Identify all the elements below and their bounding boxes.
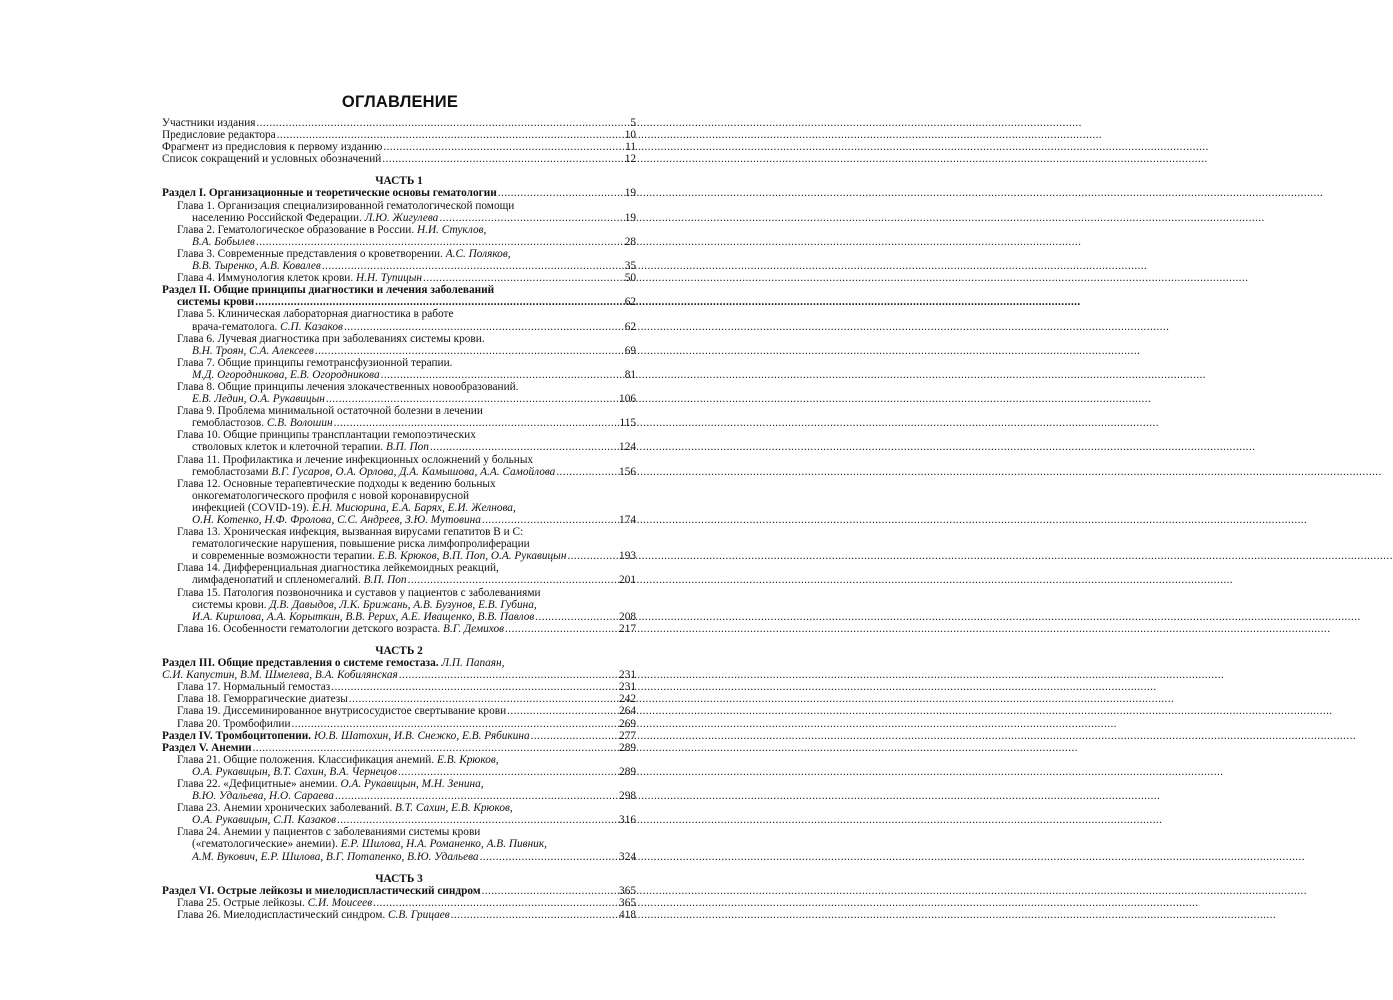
toc-section-1[interactable]: [162, 187, 636, 199]
chapter-authors: А.С. Поляков,: [445, 247, 511, 260]
chapter-authors-continued: В.А. Бобылев: [192, 235, 255, 248]
leader-dots: [408, 574, 618, 586]
chapter-authors: Л.Ю. Жигулева: [364, 211, 439, 224]
toc-chapter-11[interactable]: [162, 454, 636, 478]
leader-dots: [292, 718, 619, 730]
toc-chapter-4[interactable]: [162, 272, 636, 284]
chapter-title: Глава 17. Нормальный гемостаз: [177, 681, 331, 694]
toc-chapter-25[interactable]: [162, 897, 636, 909]
toc-chapter-21[interactable]: [162, 754, 636, 778]
section-title: Раздел V. Анемии: [162, 741, 252, 754]
toc-chapter-22[interactable]: [162, 778, 636, 802]
chapter-authors-continued: О.А. Рукавицын, С.П. Казаков: [192, 814, 336, 827]
chapter-authors: Е.В. Крюков,: [436, 753, 499, 766]
page-number: 242: [619, 693, 636, 706]
page-number: 81: [624, 368, 636, 381]
chapter-authors-continued: И.А. Кирилова, А.А. Корыткин, В.В. Рерих, А.Е. Иващенко, В.В. Павлов: [192, 610, 535, 623]
leader-dots: [331, 681, 618, 693]
toc-chapter-19[interactable]: [162, 705, 636, 717]
toc-chapter-3[interactable]: [162, 248, 636, 272]
chapter-title-continued: врача-гематолога.: [192, 320, 281, 333]
chapter-title: Глава 9. Проблема минимальной остаточной болезни в лечении: [177, 405, 483, 418]
toc-section-2[interactable]: [162, 284, 636, 308]
page-number: 316: [619, 814, 636, 827]
page-number: 69: [624, 344, 636, 357]
page-number: 324: [619, 850, 636, 863]
toc-chapter-24[interactable]: [162, 826, 636, 862]
page-number: 174: [619, 514, 636, 526]
page-number: 365: [619, 884, 636, 897]
chapter-title-continued: гемобластозами: [192, 465, 272, 478]
table-of-contents-page: [162, 92, 636, 921]
leader-dots: [480, 851, 618, 863]
chapter-title: Глава 8. Общие принципы лечения злокачественных новообразований.: [177, 380, 519, 393]
page-number: 289: [619, 765, 636, 778]
part-heading-1: ЧАСТЬ 1: [375, 175, 423, 188]
toc-chapter-13[interactable]: [162, 526, 636, 562]
chapter-title: Глава 12. Основные терапевтические подходы к ведению больных: [177, 477, 496, 490]
chapter-authors-continued: О.А. Рукавицын, В.Т. Сахин, В.А. Чернецов: [192, 765, 397, 778]
leader-dots: [439, 212, 623, 224]
chapter-title: Глава 23. Анемии хронических заболеваний.: [177, 802, 395, 815]
section-authors: Ю.В. Шатохин, И.В. Снежко, Е.В. Рябикина: [313, 729, 530, 742]
page-number: 298: [619, 790, 636, 803]
page-number: 124: [619, 441, 636, 454]
page-number: 231: [619, 681, 636, 694]
leader-dots: [383, 141, 624, 153]
page-number: 269: [619, 717, 636, 730]
leader-dots: [382, 153, 623, 165]
leader-dots: [567, 550, 618, 562]
toc-chapter-9[interactable]: [162, 405, 636, 429]
chapter-title: Глава 11. Профилактика и лечение инфекционных осложнений у больных: [177, 453, 534, 466]
leader-dots: [430, 441, 618, 453]
page-number: 365: [619, 896, 636, 909]
page-number: 10: [624, 129, 636, 142]
leader-dots: [315, 345, 624, 357]
page-number: 28: [624, 235, 636, 248]
section-title: Раздел I. Организационные и теоретические основы гематологии: [162, 187, 497, 200]
leader-dots: [256, 236, 624, 248]
chapter-authors: С.В. Волошин: [266, 417, 333, 430]
leader-dots: [253, 742, 619, 754]
chapter-title: Глава 21. Общие положения. Классификация анемий.: [177, 753, 437, 766]
part-heading-3: ЧАСТЬ 3: [375, 872, 423, 885]
leader-dots: [277, 129, 624, 141]
toc-chapter-6[interactable]: [162, 333, 636, 357]
leader-dots: [334, 417, 619, 429]
chapter-authors: В.Т. Сахин, Е.В. Крюков,: [394, 802, 513, 815]
toc-chapter-14[interactable]: [162, 562, 636, 586]
toc-chapter-20[interactable]: [162, 718, 636, 730]
chapter-title-continued: гемобластозов.: [192, 417, 267, 430]
leader-dots: [326, 393, 618, 405]
chapter-title-continued: онкогематологического профиля с новой коронавирусной: [192, 489, 470, 502]
leader-dots: [531, 730, 618, 742]
leader-dots: [256, 117, 629, 129]
toc-chapter-7[interactable]: [162, 357, 636, 381]
leader-dots: [507, 705, 618, 717]
page-number: 5: [630, 117, 636, 129]
page-number: 277: [619, 729, 636, 742]
page-number: 208: [619, 610, 636, 623]
chapter-title-continued: («гематологические» анемии).: [192, 838, 341, 851]
chapter-title: Глава 19. Диссеминированное внутрисосудистое свертывание крови: [177, 705, 507, 718]
chapter-title: Глава 6. Лучевая диагностика при заболеваниях системы крови.: [177, 332, 485, 345]
toc-chapter-15[interactable]: [162, 587, 636, 623]
chapter-authors: Н.Н. Тупицын: [356, 272, 423, 285]
chapter-authors: О.А. Рукавицын, М.Н. Зенина,: [340, 777, 484, 790]
chapter-title: Глава 3. Современные представления о кроветворении.: [177, 247, 446, 260]
page-number: 217: [619, 622, 636, 635]
leader-dots: [535, 611, 618, 623]
chapter-title: Глава 14. Дифференциальная диагностика лейкемоидных реакций,: [177, 562, 499, 575]
chapter-authors: В.П. Поп: [363, 574, 407, 587]
page-number: 11: [625, 141, 636, 154]
leader-dots: [398, 766, 618, 778]
leader-dots: [322, 260, 624, 272]
chapter-title: Глава 7. Общие принципы гемотрансфузионной терапии.: [177, 356, 453, 369]
chapter-authors: В.Г. Гусаров, О.А. Орлова, Д.А. Камышова, А.А. Самойлова: [271, 465, 556, 478]
page-number: 418: [619, 908, 636, 921]
chapter-title: Глава 26. Миелодиспластический синдром.: [177, 908, 388, 921]
leader-dots: [255, 296, 623, 308]
toc-chapter-26[interactable]: [162, 909, 636, 921]
chapter-authors: Д.В. Давыдов, Л.К. Брижань, А.В. Бузунов, Е.В. Губина,: [269, 598, 537, 611]
toc-chapter-16[interactable]: [162, 623, 636, 635]
chapter-title-continued: гематологические нарушения, повышение риска лимфопролиферации: [192, 538, 530, 551]
page-number: 62: [624, 320, 636, 333]
chapter-title-continued: системы крови.: [192, 598, 270, 611]
chapter-authors-continued: О.Н. Котенко, Н.Ф. Фролова, С.С. Андреев, З.Ю. Мутовина: [192, 514, 481, 526]
leader-dots: [505, 623, 618, 635]
chapter-title-continued: населению Российской Федерации.: [192, 211, 365, 224]
chapter-title-continued: инфекцией (COVID-19).: [192, 501, 312, 514]
part-heading-2: ЧАСТЬ 2: [375, 644, 423, 657]
chapter-title: Глава 2. Гематологическое образование в России.: [177, 223, 418, 236]
page-number: 12: [624, 153, 636, 166]
section-title: Раздел II. Общие принципы диагностики и лечения заболеваний: [162, 284, 495, 297]
leader-dots: [556, 466, 618, 478]
toc-entry-label: Предисловие редактора: [162, 129, 276, 142]
page-number: 62: [624, 296, 636, 309]
toc-entry-label: Фрагмент из предисловия к первому изданию: [162, 141, 383, 154]
chapter-title: Глава 1. Организация специализированной гематологической помощи: [177, 199, 515, 212]
chapter-authors: С.В. Грицаев: [388, 908, 450, 921]
chapter-authors: В.Г. Демихов: [443, 622, 505, 635]
leader-dots: [335, 790, 618, 802]
toc-entry-first-edition-preface[interactable]: [162, 141, 636, 153]
page-number: 50: [624, 272, 636, 285]
toc-section-5[interactable]: [162, 742, 636, 754]
section-authors-continued: С.И. Капустин, В.М. Шмелева, В.А. Кобилянская: [162, 669, 398, 682]
chapter-title: Глава 10. Общие принципы трансплантации гемопоэтических: [177, 429, 476, 442]
page-number: 19: [624, 211, 636, 224]
chapter-authors: Е.В. Ледин, О.А. Рукавицын: [192, 393, 325, 406]
chapter-title: Глава 5. Клиническая лабораторная диагностика в работе: [177, 308, 454, 321]
page-number: 201: [619, 574, 636, 587]
leader-dots: [373, 897, 618, 909]
page-number: 156: [619, 465, 636, 478]
chapter-authors: Е.Н. Мисюрина, Е.А. Барях, Е.И. Желнова,: [311, 501, 516, 514]
chapter-title: Глава 16. Особенности гематологии детского возраста.: [177, 622, 444, 635]
page-number: 35: [624, 260, 636, 273]
leader-dots: [381, 369, 624, 381]
chapter-authors: Е.В. Крюков, В.П. Поп, О.А. Рукавицын: [377, 550, 567, 563]
chapter-title-continued: и современные возможности терапии.: [192, 550, 378, 563]
toc-entry-label: Участники издания: [162, 117, 256, 129]
chapter-title: Глава 13. Хроническая инфекция, вызванная вирусами гепатитов B и C:: [177, 526, 524, 539]
leader-dots: [337, 814, 618, 826]
chapter-title: Глава 25. Острые лейкозы.: [177, 896, 308, 909]
leader-dots: [498, 187, 624, 199]
section-title-continued: системы крови: [177, 296, 255, 309]
leader-dots: [451, 909, 618, 921]
chapter-title: Глава 20. Тромбофилии: [177, 717, 291, 730]
section-title: Раздел VI. Острые лейкозы и миелодиспластический синдром: [162, 884, 481, 897]
page-number: 231: [619, 669, 636, 682]
toc-chapter-23[interactable]: [162, 802, 636, 826]
toc-chapter-1[interactable]: [162, 200, 636, 224]
chapter-authors: С.И. Моисеев: [307, 896, 373, 909]
chapter-title-continued: лимфаденопатий и спленомегалий.: [192, 574, 364, 587]
toc-entry-contributors[interactable]: [162, 117, 636, 129]
chapter-title: Глава 22. «Дефицитные» анемии.: [177, 777, 341, 790]
page-title: ОГЛАВЛЕНИЕ: [341, 93, 459, 111]
chapter-authors: М.Д. Огородникова, Е.В. Огородникова: [192, 368, 380, 381]
chapter-authors: В.П. Поп: [385, 441, 429, 454]
section-title: Раздел III. Общие представления о системе гемостаза.: [162, 657, 442, 670]
chapter-title: Глава 4. Иммунология клеток крови.: [177, 272, 356, 285]
page-number: 19: [624, 187, 636, 200]
page-number: 193: [619, 550, 636, 563]
page-number: 115: [619, 417, 636, 430]
toc-chapter-12[interactable]: [162, 478, 636, 526]
toc-chapter-8[interactable]: [162, 381, 636, 405]
chapter-title: Глава 18. Геморрагические диатезы: [177, 693, 348, 706]
page-number: 289: [619, 741, 636, 754]
leader-dots: [349, 693, 618, 705]
chapter-title: Глава 24. Анемии у пациентов с заболеваниями системы крови: [177, 826, 481, 839]
chapter-authors: Е.Р. Шилова, Н.А. Романенко, А.В. Пивник,: [340, 838, 547, 851]
toc-chapter-2[interactable]: [162, 224, 636, 248]
chapter-authors: Н.И. Стуклов,: [417, 223, 487, 236]
toc-chapter-17[interactable]: [162, 681, 636, 693]
page-number: 264: [619, 705, 636, 718]
toc-entry-abbreviations[interactable]: [162, 153, 636, 165]
leader-dots: [344, 321, 624, 333]
toc-section-6[interactable]: [162, 885, 636, 897]
toc-chapter-5[interactable]: [162, 308, 636, 332]
toc-section-3[interactable]: [162, 657, 636, 681]
leader-dots: [423, 272, 624, 284]
leader-dots: [482, 514, 618, 526]
toc-chapter-10[interactable]: [162, 429, 636, 453]
chapter-authors: С.П. Казаков: [280, 320, 343, 333]
chapter-title: Глава 15. Патология позвоночника и суставов у пациентов с заболеваниями: [177, 586, 541, 599]
section-authors: Л.П. Папаян,: [441, 657, 505, 670]
toc-entry-editor-preface[interactable]: [162, 129, 636, 141]
toc-chapter-18[interactable]: [162, 693, 636, 705]
chapter-authors: В.Н. Троян, С.А. Алексеев: [192, 344, 314, 357]
chapter-authors-continued: В.Ю. Удальева, Н.О. Сараева: [192, 790, 334, 803]
chapter-authors-continued: В.В. Тыренко, А.В. Ковалев: [192, 260, 321, 273]
chapter-title-continued: стволовых клеток и клеточной терапии.: [192, 441, 386, 454]
toc-entry-label: Список сокращений и условных обозначений: [162, 153, 382, 166]
page-number: 106: [619, 393, 636, 406]
chapter-authors-continued: А.М. Вукович, Е.Р. Шилова, В.Г. Потапенко, В.Ю. Удальева: [192, 850, 479, 863]
toc-section-4[interactable]: [162, 730, 636, 742]
leader-dots: [399, 669, 618, 681]
section-title: Раздел IV. Тромбоцитопении.: [162, 729, 314, 742]
leader-dots: [482, 885, 619, 897]
